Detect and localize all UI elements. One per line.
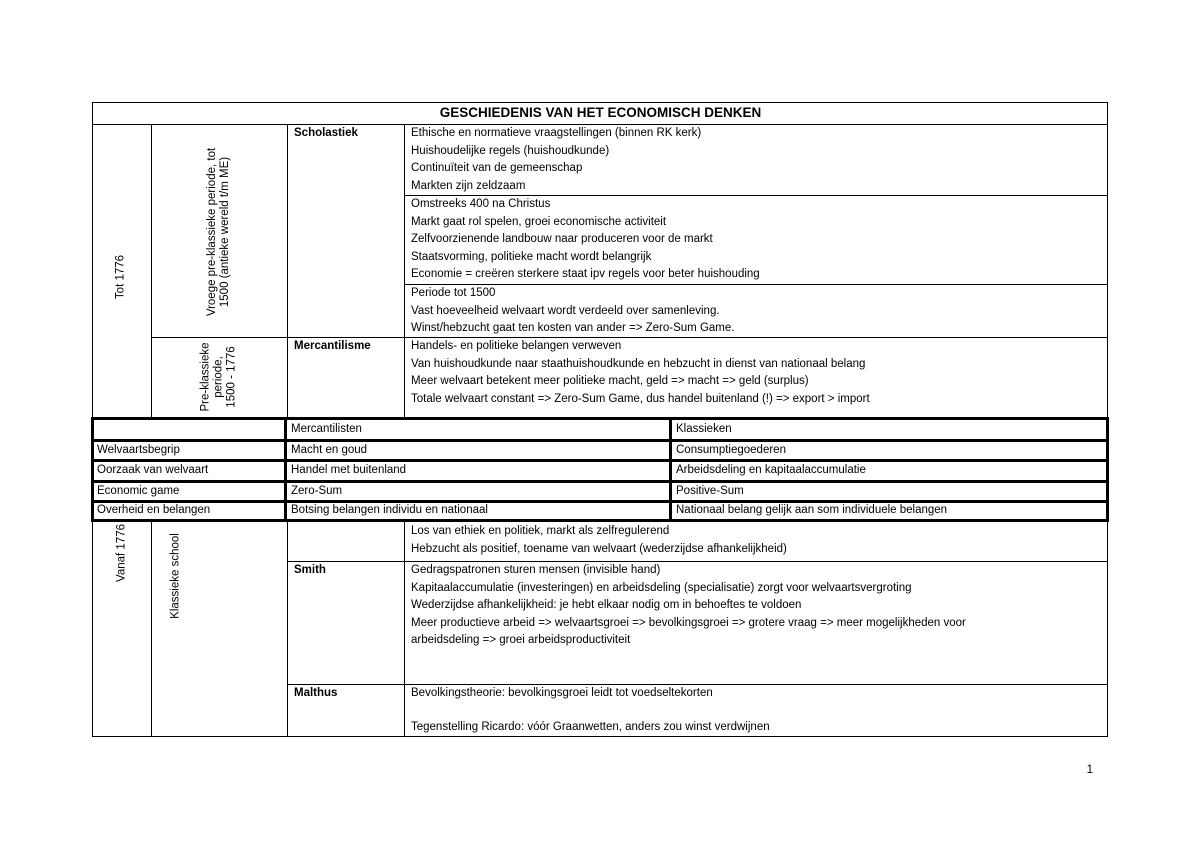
cmp-row-merc: Zero-Sum <box>291 485 343 497</box>
mercantilisme-line: Handels- en politieke belangen verweven <box>411 340 622 352</box>
malthus-line: Tegenstelling Ricardo: vóór Graanwetten, anders zou winst verdwijnen <box>411 721 770 733</box>
cmp-header-klassieken: Klassieken <box>676 423 732 435</box>
scholastiek-line: Economie = creëren sterkere staat ipv regels voor beter huishouding <box>411 268 760 281</box>
cmp-line-h2 <box>91 459 1109 462</box>
cmp-line-h3 <box>91 480 1109 483</box>
cmp-row-klas: Nationaal belang gelijk aan som individuele belangen <box>676 504 948 516</box>
cmp-row-merc: Macht en goud <box>291 444 368 456</box>
cmp-line-v2 <box>669 417 672 522</box>
cmp-line-h0 <box>91 417 1109 420</box>
cmp-line-h4 <box>91 500 1109 503</box>
school-name-mercantilisme: Mercantilisme <box>294 340 371 352</box>
col-line-era-2 <box>151 521 152 737</box>
period-late-line1: Pre-klassieke <box>199 342 212 412</box>
cmp-line-h5 <box>91 519 1109 522</box>
scholastiek-line: Zelfvoorzienende landbouw naar produceren voor de markt <box>411 233 713 246</box>
cmp-line-v3 <box>1106 417 1109 522</box>
col-line-school-1 <box>287 124 288 417</box>
scholastiek-line: Markten zijn zeldzaam <box>411 179 526 192</box>
mercantilisme-line: Meer welvaart betekent meer politieke macht, geld => macht => geld (surplus) <box>411 375 809 388</box>
col-line-content-2 <box>404 521 405 737</box>
cmp-row-label: Welvaartsbegrip <box>97 444 180 456</box>
col-line-era-1 <box>151 124 152 417</box>
scholastiek-line: Markt gaat rol spelen, groei economische activiteit <box>411 215 667 228</box>
scholastiek-line: Omstreeks 400 na Christus <box>411 198 551 210</box>
klassiek-intro-line: Los van ethiek en politiek, markt als zelfregulerend <box>411 525 670 537</box>
cmp-row-merc: Handel met buitenland <box>291 464 407 476</box>
period-label-klassieke-school: Klassieke school <box>169 533 182 619</box>
period-early-line2: 1500 (antieke wereld t/m ME) <box>219 156 231 308</box>
mercantilisme-line: Totale welvaart constant => Zero-Sum Game, dus handel buitenland (!) => export > import <box>411 392 870 405</box>
school-name-smith: Smith <box>294 564 326 576</box>
document-title: GESCHIEDENIS VAN HET ECONOMISCH DENKEN <box>439 105 762 120</box>
era-label-tot-1776: Tot 1776 <box>114 254 127 300</box>
cmp-line-v0 <box>91 417 94 522</box>
cmp-row-merc: Botsing belangen individu en nationaal <box>291 504 488 516</box>
smith-line: Wederzijdse afhankelijkheid: je hebt elkaar nodig om in behoeftes te voldoen <box>411 599 802 612</box>
mercantilisme-line: Van huishoudkunde naar staathuishoudkunde en hebzucht in dienst van nationaal belang <box>411 357 866 370</box>
era-label-vanaf-1776: Vanaf 1776 <box>115 524 128 582</box>
smith-line: arbeidsdeling => groei arbeidsproductiviteit <box>411 634 631 647</box>
border-left-bottom <box>92 521 93 737</box>
col-line-content-1 <box>404 124 405 417</box>
period-late-line3: 1500 - 1776 <box>225 346 238 408</box>
page-number: 1 <box>1086 764 1093 776</box>
malthus-line: Bevolkingstheorie: bevolkingsgroei leidt tot voedseltekorten <box>411 687 713 699</box>
cmp-row-klas: Arbeidsdeling en kapitaalaccumulatie <box>676 464 866 476</box>
scholastiek-line: Staatsvorming, politieke macht wordt belangrijk <box>411 250 652 263</box>
scholastiek-line: Winst/hebzucht gaat ten kosten van ander => Zero-Sum Game. <box>411 322 735 335</box>
cmp-row-label: Economic game <box>97 485 180 497</box>
cmp-row-klas: Positive-Sum <box>676 485 744 497</box>
period-label-early <box>206 148 232 316</box>
cmp-row-label: Oorzaak van welvaart <box>97 464 209 476</box>
school-name-malthus: Malthus <box>294 687 338 699</box>
smith-line: Meer productieve arbeid => welvaartsgroei => bevolkingsgroei => grotere vraag => meer mogelijkheden voor <box>411 616 966 629</box>
cmp-header-mercantilisten: Mercantilisten <box>291 423 362 435</box>
cmp-row-label: Overheid en belangen <box>97 504 211 516</box>
cmp-row-klas: Consumptiegoederen <box>676 444 786 456</box>
cmp-line-v1 <box>284 417 287 522</box>
border-left-top <box>92 102 93 417</box>
smith-line: Kapitaalaccumulatie (investeringen) en arbeidsdeling (specialisatie) zorgt voor welvaartsvergroting <box>411 581 912 594</box>
scholastiek-line: Periode tot 1500 <box>411 287 496 299</box>
scholastiek-line: Vast hoeveelheid welvaart wordt verdeeld over samenleving. <box>411 304 720 317</box>
cmp-line-h1 <box>91 439 1109 442</box>
period-early-line1: Vroege pre-klassieke periode, tot <box>206 147 218 317</box>
col-line-school-2 <box>287 521 288 737</box>
scholastiek-line: Ethische en normatieve vraagstellingen (binnen RK kerk) <box>411 127 702 139</box>
period-label-late <box>200 342 239 411</box>
school-name-scholastiek: Scholastiek <box>294 127 358 139</box>
scholastiek-line: Huishoudelijke regels (huishoudkunde) <box>411 144 610 157</box>
smith-line: Gedragspatronen sturen mensen (invisible hand) <box>411 564 661 576</box>
row-line-block2 <box>404 284 1108 285</box>
klassiek-intro-line: Hebzucht als positief, toename van welvaart (wederzijdse afhankelijkheid) <box>411 542 787 555</box>
period-late-line2: periode, <box>212 356 225 398</box>
scholastiek-line: Continuïteit van de gemeenschap <box>411 162 583 175</box>
